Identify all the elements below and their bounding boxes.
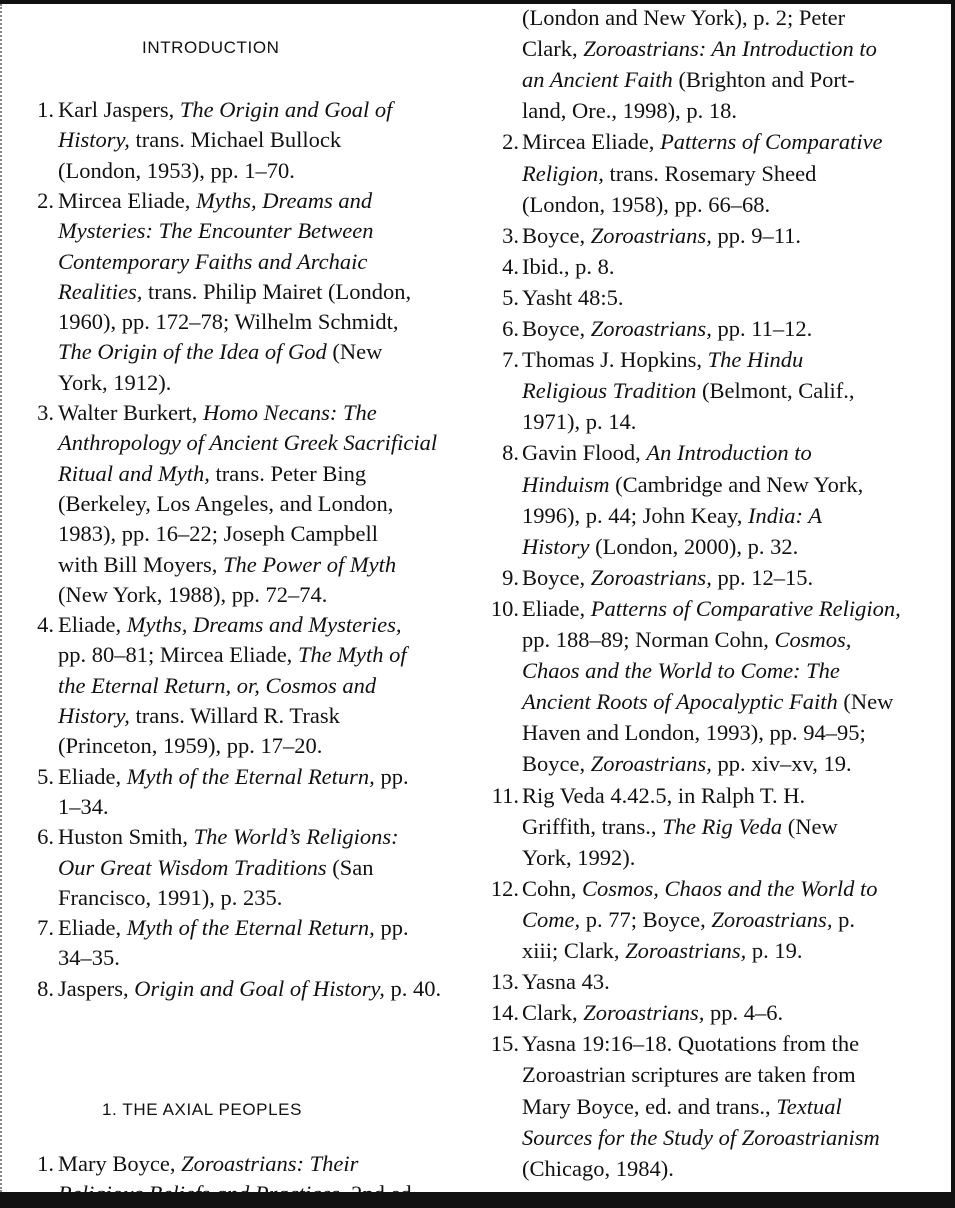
italic-title: the Eternal Return, or, Cosmos and bbox=[58, 672, 377, 698]
note-line bbox=[58, 429, 437, 457]
italic-title: Cosmos, Chaos and the World to bbox=[582, 875, 878, 901]
note-text: pp. 9–11. bbox=[711, 222, 801, 248]
note-text: Mircea Eliade, bbox=[58, 187, 197, 213]
note-line bbox=[58, 248, 367, 276]
note-text: trans. Philip Mairet (London, bbox=[142, 278, 412, 304]
note-line bbox=[522, 1093, 842, 1121]
note-text: 34–35. bbox=[58, 945, 120, 971]
note-text: Jaspers, bbox=[58, 975, 135, 1001]
note-line bbox=[522, 937, 802, 965]
italic-title: India: A bbox=[748, 502, 822, 528]
note-line bbox=[58, 217, 374, 245]
note-line bbox=[522, 1061, 856, 1089]
note-number: 8. bbox=[37, 975, 54, 1001]
note-number: 12. bbox=[490, 875, 519, 901]
note-text: p. 19. bbox=[746, 938, 803, 963]
note-number: 1. bbox=[37, 97, 54, 122]
italic-title: The Power of Myth bbox=[223, 551, 397, 577]
note-text: 2nd ed. bbox=[345, 1181, 418, 1207]
note-text: p. 40. bbox=[384, 975, 442, 1001]
note-number: 15. bbox=[490, 1031, 519, 1057]
note-line bbox=[522, 346, 803, 374]
note-text: Eliade, bbox=[58, 612, 127, 638]
note-text: York, 1992). bbox=[522, 844, 636, 870]
italic-title: Ritual and Myth, bbox=[58, 460, 210, 486]
italic-title: Textual bbox=[776, 1093, 842, 1119]
note-line bbox=[522, 999, 783, 1027]
italic-title: Zoroastrians, bbox=[590, 222, 712, 248]
note-line bbox=[58, 96, 392, 124]
note-line bbox=[522, 875, 877, 903]
note-text: pp. xiv–xv, 19. bbox=[711, 751, 852, 777]
note-number: 2. bbox=[37, 187, 54, 213]
note-text: Clark, bbox=[522, 36, 584, 62]
italic-title: Zoroastrians, bbox=[590, 564, 712, 590]
note-line bbox=[522, 222, 801, 250]
note-line bbox=[58, 763, 409, 791]
note-text: trans. Rosemary Sheed bbox=[603, 160, 817, 186]
note-text: 1960), pp. 172–78; Wilhelm Schmidt, bbox=[58, 309, 399, 335]
note-line bbox=[522, 595, 901, 623]
note-number: 6. bbox=[502, 316, 519, 341]
italic-title: Mysteries: The Encounter Between bbox=[58, 218, 374, 244]
note-text: (Brighton and Port- bbox=[672, 67, 855, 93]
note-text: Eliade, bbox=[58, 915, 127, 941]
italic-title: The Myth of bbox=[297, 642, 407, 668]
italic-title: The Rig Veda bbox=[662, 813, 783, 839]
note-line bbox=[522, 160, 816, 188]
italic-title: Sources for the Study of Zoroastrianism bbox=[522, 1124, 880, 1150]
note-text: Eliade, bbox=[522, 595, 591, 621]
note-line bbox=[522, 626, 851, 654]
note-text: Clark, bbox=[522, 1000, 584, 1026]
note-number: 10. bbox=[490, 595, 519, 621]
italic-title: Religious Beliefs and Practices, bbox=[58, 1181, 346, 1207]
note-text: (New bbox=[782, 813, 838, 839]
note-line bbox=[522, 502, 822, 530]
note-text: p. 77; Boyce, bbox=[580, 906, 712, 932]
italic-title: Zoroastrians, bbox=[711, 906, 833, 932]
note-text: (San bbox=[326, 854, 374, 880]
note-text: (London, 1953), pp. 1–70. bbox=[58, 157, 295, 183]
note-text: 1971), p. 14. bbox=[522, 409, 637, 435]
note-line bbox=[58, 611, 401, 639]
italic-title: History, bbox=[58, 127, 130, 153]
note-line bbox=[522, 471, 863, 499]
note-number: 3. bbox=[37, 400, 54, 425]
note-text: Boyce, bbox=[522, 222, 591, 248]
note-line bbox=[522, 408, 636, 436]
italic-title: Ancient Roots of Apocalyptic Faith bbox=[522, 689, 838, 715]
note-text: Eliade, bbox=[58, 763, 127, 789]
note-line bbox=[58, 399, 377, 427]
note-line bbox=[58, 187, 372, 215]
note-line bbox=[522, 66, 855, 94]
note-text: (New York, 1988), pp. 72–74. bbox=[58, 581, 328, 607]
italic-title: The Origin of the Idea of God bbox=[58, 339, 327, 365]
italic-title: History, bbox=[58, 703, 130, 728]
note-text: pp. 11–12. bbox=[711, 316, 813, 341]
note-text: p. bbox=[832, 906, 855, 932]
note-text: (Berkeley, Los Angeles, and London, bbox=[58, 490, 394, 516]
italic-title: Myths, Dreams and Mysteries, bbox=[126, 612, 402, 638]
note-text: (Chicago, 1984). bbox=[522, 1155, 674, 1181]
note-text: pp. 188–89; Norman Cohn, bbox=[522, 627, 775, 652]
italic-title: Myth of the Eternal Return, bbox=[126, 763, 375, 789]
note-number: 1. bbox=[37, 1151, 54, 1176]
italic-title: Hinduism bbox=[522, 471, 610, 497]
note-number: 14. bbox=[490, 1000, 519, 1026]
italic-title: Anthropology of Ancient Greek Sacrificial bbox=[58, 430, 438, 456]
note-text: trans. Peter Bing bbox=[209, 460, 367, 486]
italic-title: Homo Necans: The bbox=[203, 400, 377, 425]
note-line bbox=[58, 975, 441, 1003]
note-text: Cohn, bbox=[522, 875, 583, 901]
note-text: pp. 12–15. bbox=[711, 564, 814, 590]
note-line bbox=[58, 551, 396, 579]
note-number: 4. bbox=[37, 612, 54, 638]
note-line bbox=[522, 4, 845, 32]
note-text: Ibid., p. 8. bbox=[522, 253, 615, 279]
note-line bbox=[58, 126, 341, 154]
note-line bbox=[58, 641, 407, 669]
note-text: Boyce, bbox=[522, 564, 591, 590]
note-line bbox=[522, 657, 840, 685]
note-number: 7. bbox=[37, 915, 54, 941]
note-line bbox=[522, 844, 635, 872]
note-text: York, 1912). bbox=[58, 369, 172, 395]
note-line bbox=[58, 944, 120, 972]
note-line bbox=[58, 732, 322, 760]
note-line bbox=[58, 520, 378, 548]
note-text: pp. bbox=[374, 915, 409, 941]
italic-title: Chaos and the World to Come: The bbox=[522, 658, 840, 684]
note-text: Francisco, 1991), p. 235. bbox=[58, 884, 283, 910]
italic-title: Zoroastrians: Their bbox=[181, 1151, 359, 1176]
section-heading-introduction: INTRODUCTION bbox=[142, 38, 280, 57]
italic-title: an Ancient Faith bbox=[522, 67, 673, 93]
note-text: Mircea Eliade, bbox=[522, 129, 661, 155]
italic-title: Zoroastrians: An Introduction to bbox=[583, 36, 877, 62]
note-line bbox=[522, 128, 883, 156]
note-text: 1996), p. 44; John Keay, bbox=[522, 502, 749, 528]
note-text: 1983), pp. 16–22; Joseph Campbell bbox=[58, 521, 378, 547]
note-text: 1–34. bbox=[58, 793, 109, 819]
note-text: (Belmont, Calif., bbox=[696, 378, 855, 404]
note-line bbox=[522, 97, 737, 125]
italic-title: Zoroastrians, bbox=[583, 1000, 705, 1026]
italic-title: Religious Tradition bbox=[522, 378, 697, 404]
note-text: Rig Veda 4.42.5, in Ralph T. H. bbox=[522, 782, 806, 808]
note-text: (Cambridge and New York, bbox=[609, 471, 864, 497]
note-number: 9. bbox=[502, 564, 519, 590]
italic-title: Religion, bbox=[522, 160, 604, 186]
note-number: 7. bbox=[502, 347, 519, 373]
italic-title: An Introduction to bbox=[646, 440, 812, 466]
note-text: pp. bbox=[374, 763, 409, 789]
note-text: Griffith, trans., bbox=[522, 813, 663, 839]
italic-title: Zoroastrians, bbox=[590, 751, 712, 777]
italic-title: The Origin and Goal of bbox=[179, 97, 393, 122]
note-text: (London and New York), p. 2; Peter bbox=[522, 5, 846, 30]
note-line bbox=[522, 906, 855, 934]
italic-title: Myth of the Eternal Return, bbox=[126, 915, 375, 941]
note-number: 3. bbox=[502, 222, 519, 248]
italic-title: Patterns of Comparative bbox=[660, 129, 883, 155]
note-line bbox=[522, 1124, 880, 1152]
note-text: Yasht 48:5. bbox=[522, 284, 624, 310]
italic-title: Cosmos, bbox=[774, 627, 852, 652]
note-line bbox=[58, 854, 373, 882]
note-text: Mary Boyce, bbox=[58, 1151, 182, 1176]
note-line bbox=[58, 672, 376, 700]
note-text: (New bbox=[326, 339, 383, 365]
note-text: with Bill Moyers, bbox=[58, 551, 224, 577]
note-text: Walter Burkert, bbox=[58, 400, 204, 425]
note-line bbox=[522, 1155, 674, 1183]
note-text: trans. Willard R. Trask bbox=[129, 703, 340, 728]
note-line bbox=[522, 315, 812, 343]
italic-title: Myths, Dreams and bbox=[196, 187, 373, 213]
note-line bbox=[522, 439, 812, 467]
italic-title: Origin and Goal of History, bbox=[134, 975, 385, 1001]
italic-title: Zoroastrians, bbox=[590, 316, 712, 341]
note-line bbox=[522, 253, 615, 281]
note-line bbox=[522, 968, 610, 996]
note-line bbox=[58, 157, 295, 185]
note-text: (London, 1958), pp. 66–68. bbox=[522, 191, 771, 217]
note-line bbox=[58, 884, 282, 912]
note-line bbox=[522, 377, 855, 405]
italic-title: Zoroastrians, bbox=[625, 938, 747, 963]
note-line bbox=[58, 1150, 358, 1178]
note-line bbox=[58, 338, 382, 366]
note-line bbox=[522, 782, 805, 810]
note-line bbox=[58, 823, 399, 851]
italic-title: Our Great Wisdom Traditions bbox=[58, 854, 327, 880]
note-text: Yasna 43. bbox=[522, 969, 610, 995]
note-text: Huston Smith, bbox=[58, 824, 194, 850]
note-text: Gavin Flood, bbox=[522, 440, 647, 466]
note-text: (Princeton, 1959), pp. 17–20. bbox=[58, 733, 323, 759]
note-line bbox=[522, 284, 624, 312]
note-text: trans. Michael Bullock bbox=[129, 127, 342, 153]
note-text: Haven and London, 1993), pp. 94–95; bbox=[522, 720, 866, 746]
note-line bbox=[58, 490, 393, 518]
note-line bbox=[522, 191, 770, 219]
note-text: (New bbox=[837, 689, 894, 715]
note-text: Mary Boyce, ed. and trans., bbox=[522, 1093, 777, 1119]
note-text: pp. 4–6. bbox=[704, 1000, 784, 1026]
note-text: xiii; Clark, bbox=[522, 938, 626, 963]
note-number: 5. bbox=[502, 284, 519, 310]
note-number: 13. bbox=[490, 969, 519, 995]
note-line bbox=[522, 564, 813, 592]
note-line bbox=[58, 914, 409, 942]
note-text: pp. 80–81; Mircea Eliade, bbox=[58, 642, 298, 668]
section-heading-axial-peoples: 1. THE AXIAL PEOPLES bbox=[102, 1100, 303, 1119]
italic-title: Contemporary Faiths and Archaic bbox=[58, 248, 368, 274]
note-line bbox=[58, 1180, 417, 1208]
note-line bbox=[58, 278, 411, 306]
note-number: 4. bbox=[502, 253, 519, 279]
note-line bbox=[58, 369, 171, 397]
note-text: (London, 2000), p. 32. bbox=[589, 533, 799, 559]
note-text: land, Ore., 1998), p. 18. bbox=[522, 98, 737, 124]
note-line bbox=[522, 813, 838, 841]
note-line bbox=[58, 460, 366, 488]
note-text: Karl Jaspers, bbox=[58, 97, 180, 122]
note-line bbox=[522, 688, 893, 716]
note-number: 5. bbox=[37, 763, 54, 789]
italic-title: The Hindu bbox=[707, 347, 804, 373]
note-line bbox=[522, 1030, 859, 1058]
note-text: Zoroastrian scriptures are taken from bbox=[522, 1062, 856, 1088]
italic-title: Patterns of Comparative Religion, bbox=[590, 595, 901, 621]
note-text: Thomas J. Hopkins, bbox=[522, 347, 708, 373]
note-line bbox=[522, 35, 877, 63]
note-number: 2. bbox=[502, 129, 519, 155]
italic-title: History bbox=[522, 533, 590, 559]
italic-title: The World’s Religions: bbox=[193, 824, 399, 850]
document-page bbox=[0, 4, 951, 1207]
note-line bbox=[522, 533, 798, 561]
note-line bbox=[58, 702, 340, 730]
note-number: 8. bbox=[502, 440, 519, 466]
note-line bbox=[522, 750, 852, 778]
note-line bbox=[58, 793, 109, 821]
note-text: Boyce, bbox=[522, 751, 591, 777]
italic-title: Come, bbox=[522, 906, 581, 932]
note-number: 11. bbox=[491, 782, 519, 808]
note-line bbox=[58, 581, 327, 609]
note-text: Boyce, bbox=[522, 316, 591, 341]
note-number: 6. bbox=[37, 824, 54, 850]
note-line bbox=[522, 719, 866, 747]
note-line bbox=[58, 308, 399, 336]
note-text: Yasna 19:16–18. Quotations from the bbox=[522, 1031, 860, 1057]
italic-title: Realities, bbox=[58, 278, 143, 304]
